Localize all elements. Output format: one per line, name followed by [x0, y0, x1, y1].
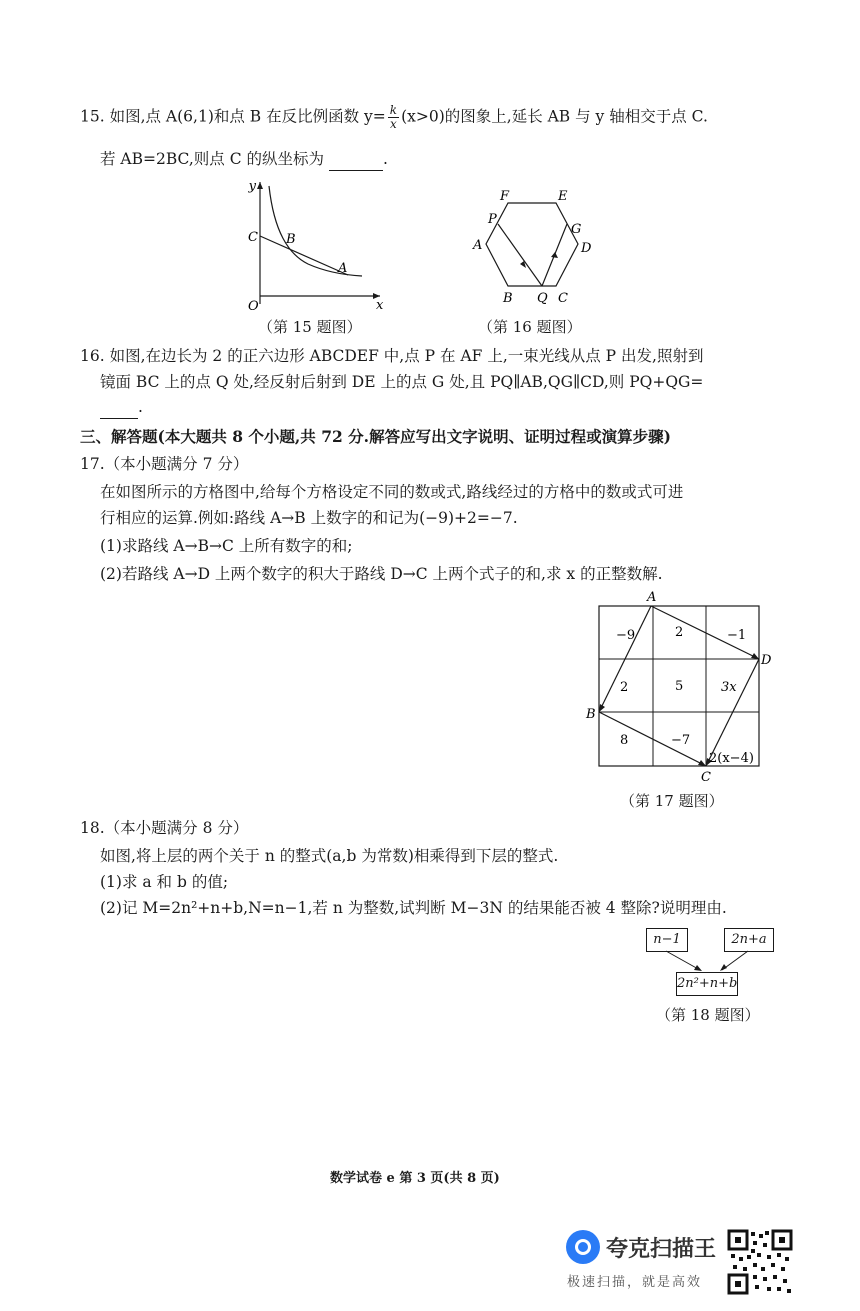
grid-point-c: C: [701, 770, 711, 785]
grid-cell: −1: [727, 628, 747, 643]
product-polynomial-box: 2n²+n+b: [676, 972, 738, 996]
q18-arrows: [640, 948, 780, 973]
q17-header: 17.（本小题满分 7 分）: [80, 455, 249, 473]
hex-point-d: D: [581, 241, 592, 256]
hex-point-p: P: [488, 212, 497, 227]
q15-line2: [100, 148, 388, 171]
q15-line2-end: .: [382, 150, 388, 168]
fraction-denominator: x: [390, 117, 397, 131]
grid-cell: 3x: [721, 680, 737, 695]
q16-line3: [100, 396, 143, 419]
grid-point-a: A: [647, 590, 657, 605]
hex-point-e: E: [558, 189, 568, 204]
q16-line2: 镜面 BC 上的点 Q 处,经反射后射到 DE 上的点 G 处,且 PQ∥AB,QG∥CD,则 PQ+QG=: [100, 373, 704, 391]
answer-blank: [100, 396, 138, 419]
grid-cell: 8: [620, 733, 629, 748]
fraction-numerator: k: [389, 103, 398, 117]
watermark-title: 夸克扫描王: [606, 1237, 717, 1262]
y-axis-label: y: [248, 179, 256, 194]
x-axis-label: x: [376, 298, 384, 311]
top-left-polynomial-box: n−1: [646, 928, 688, 952]
q15-text-post: (x>0)的图象上,延长 AB 与 y 轴相交于点 C.: [401, 107, 708, 126]
q17-part2: (2)若路线 A→D 上两个数字的积大于路线 D→C 上两个式子的和,求 x 的正整数解.: [100, 565, 663, 583]
q16-line1: 16. 如图,在边长为 2 的正六边形 ABCDEF 中,点 P 在 AF 上,一束光线从点 P 出发,照射到: [80, 347, 704, 365]
point-c-label: C: [248, 230, 258, 245]
hex-point-f: F: [500, 189, 510, 204]
q15-text-pre: 15. 如图,点 A(6,1)和点 B 在反比例函数 y=: [80, 107, 386, 126]
q18-header: 18.（本小题满分 8 分）: [80, 819, 249, 837]
grid-point-b: B: [586, 707, 596, 722]
top-right-polynomial-box: 2n+a: [724, 928, 774, 952]
q18-part1: (1)求 a 和 b 的值;: [100, 873, 229, 891]
grid-cell: −9: [616, 628, 636, 643]
q18-line1: 如图,将上层的两个关于 n 的整式(a,b 为常数)相乘得到下层的整式.: [100, 847, 559, 865]
hex-point-c: C: [558, 291, 568, 306]
grid-cell: 2: [675, 625, 684, 640]
q15-caption: （第 15 题图）: [258, 318, 362, 336]
q15-graph: [228, 176, 398, 311]
point-b-label: B: [286, 232, 296, 247]
grid-cell: −7: [671, 733, 691, 748]
q17-line2: 行相应的运算.例如:路线 A→B 上数字的和记为(−9)+2=−7.: [100, 509, 518, 527]
origin-label: O: [248, 299, 259, 311]
hex-point-q: Q: [537, 291, 548, 306]
section-title: 三、解答题(本大题共 8 个小题,共 72 分.解答应写出文字说明、证明过程或演算步骤): [80, 427, 671, 446]
q18-caption: （第 18 题图）: [656, 1006, 760, 1024]
q17-part1: (1)求路线 A→B→C 上所有数字的和;: [100, 537, 353, 555]
q15-line2-text: 若 AB=2BC,则点 C 的纵坐标为: [100, 150, 324, 168]
q17-grid-figure: [582, 588, 782, 788]
answer-blank: [329, 148, 383, 171]
hex-point-b: B: [503, 291, 513, 306]
hex-point-a: A: [473, 238, 483, 253]
grid-cell: 5: [675, 679, 684, 694]
scanner-logo-icon: [566, 1230, 600, 1264]
page-footer: 数学试卷 e 第 3 页(共 8 页): [330, 1171, 500, 1186]
grid-cell: 2: [620, 680, 629, 695]
q18-part2: (2)记 M=2n²+n+b,N=n−1,若 n 为整数,试判断 M−3N 的结果能否被 4 整除?说明理由.: [100, 899, 727, 917]
q16-caption: （第 16 题图）: [478, 318, 582, 336]
watermark-subtitle: 极速扫描，就是高效: [567, 1275, 703, 1290]
fraction-k-over-x: [388, 104, 399, 131]
q15-line1: [80, 104, 708, 131]
hex-point-g: G: [571, 222, 582, 237]
q17-line1: 在如图所示的方格图中,给每个方格设定不同的数或式,路线经过的方格中的数或式可进: [100, 483, 684, 501]
q17-caption: （第 17 题图）: [620, 792, 724, 810]
grid-point-d: D: [761, 653, 772, 668]
point-a-label: A: [338, 261, 348, 276]
q16-hexagon-figure: [470, 186, 600, 306]
q16-line3-end: .: [138, 398, 143, 416]
qr-code-icon: [727, 1229, 793, 1295]
grid-cell: 2(x−4): [709, 751, 754, 766]
